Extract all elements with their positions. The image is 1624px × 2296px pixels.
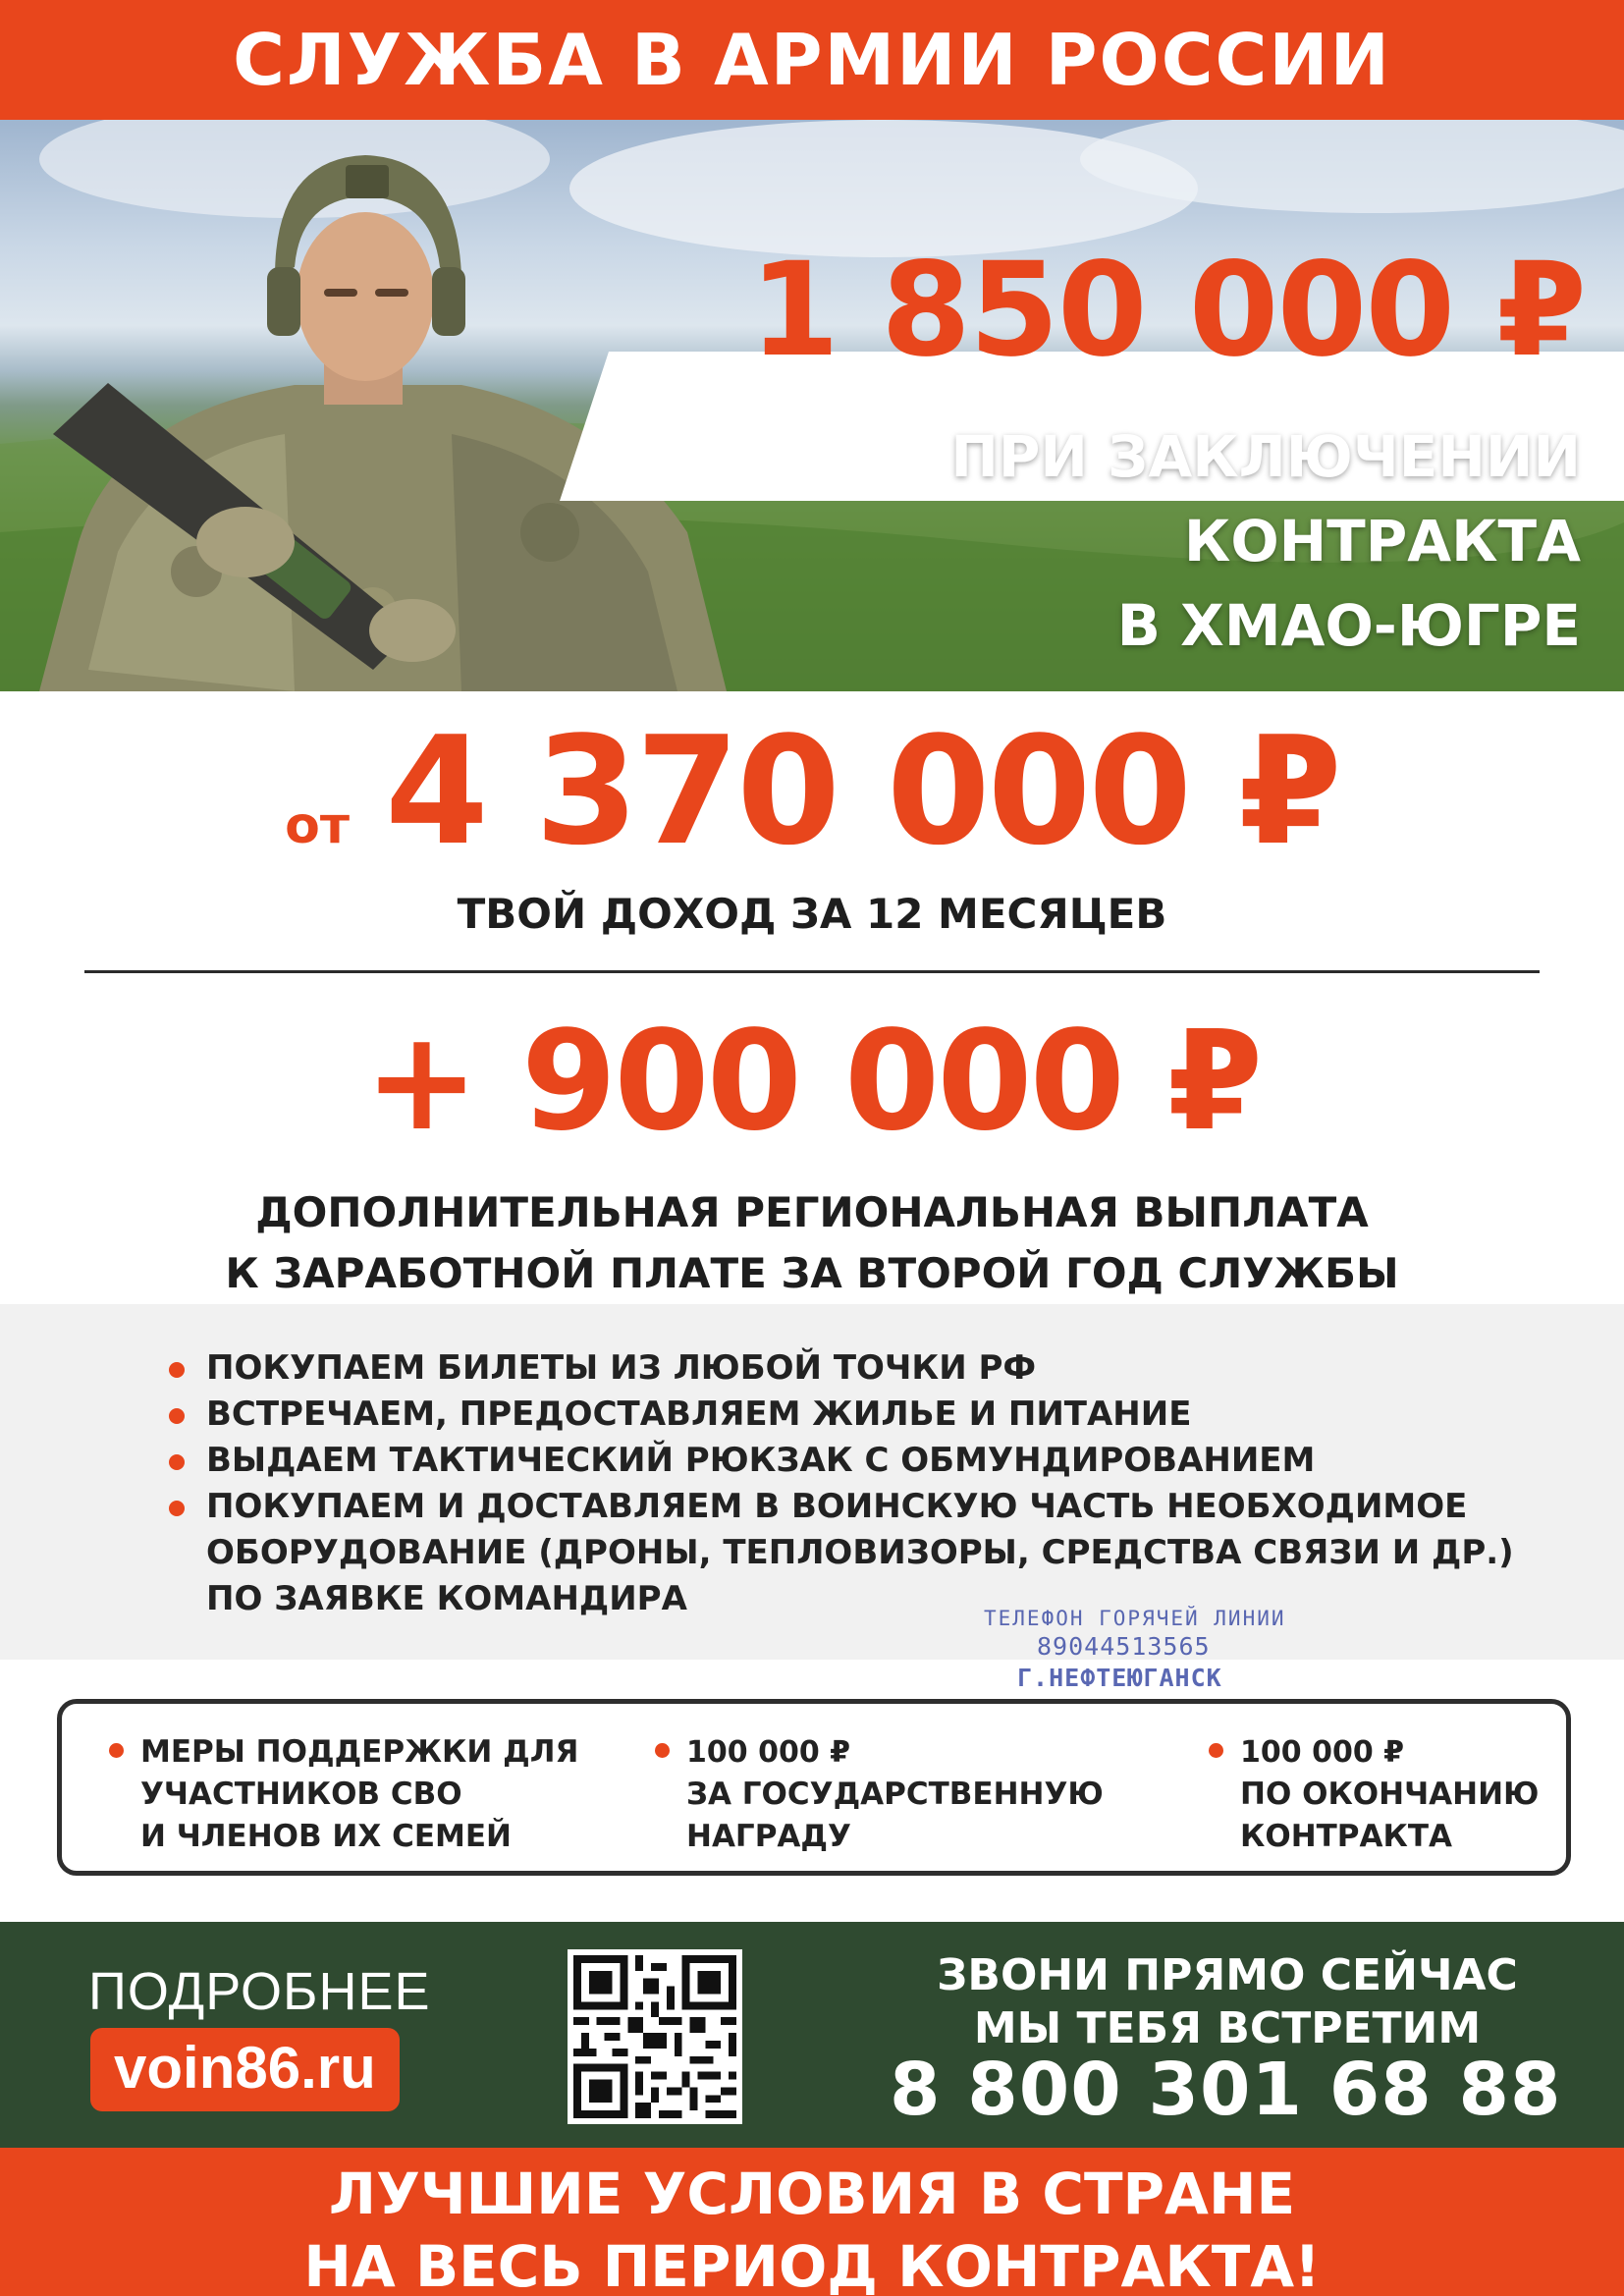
support-line: МЕРЫ ПОДДЕРЖКИ ДЛЯ [140,1734,579,1770]
bullet-icon [169,1501,185,1516]
hero-image [0,120,1624,691]
benefits-section [0,1304,1624,1660]
list-item-continuation: ОБОРУДОВАНИЕ (ДРОНЫ, ТЕПЛОВИЗОРЫ, СРЕДСТВА СВЯЗИ И ДР.) [206,1533,1514,1572]
bottom-banner-line: ЛУЧШИЕ УСЛОВИЯ В СТРАНЕ [328,2160,1296,2227]
bottom-banner [0,2148,1624,2296]
call-now-text [884,1949,1571,2055]
list-item-continuation: ПО ЗАЯВКЕ КОМАНДИРА [206,1579,687,1618]
bullet-icon [1209,1743,1223,1758]
more-info-label: ПОДРОБНЕЕ [88,1962,431,2021]
bonus-caption [0,1182,1624,1304]
phone-number[interactable]: 8 800 301 68 88 [890,2048,1562,2132]
list-item [169,1484,1514,1530]
contact-section [0,1922,1624,2148]
support-amount: 100 000 ₽ [686,1735,851,1770]
bottom-banner-line: НА ВЕСЬ ПЕРИОД КОНТРАКТА! [303,2233,1321,2296]
hero-subtitle-line: В ХМАО-ЮГРЕ [1116,592,1581,659]
hero-subtitle [950,414,1581,668]
bonus-section [0,1002,1624,1304]
bullet-icon [109,1743,124,1758]
bullet-icon [169,1362,185,1378]
qr-code-icon[interactable] [568,1949,742,2124]
support-line: И ЧЛЕНОВ ИХ СЕМЕЙ [140,1819,512,1854]
support-line: ЗА ГОСУДАРСТВЕННУЮ [686,1777,1104,1812]
list-item [169,1438,1514,1484]
income-amount: 4 370 000 ₽ [385,704,1339,878]
list-item-text: ВСТРЕЧАЕМ, ПРЕДОСТАВЛЯЕМ ЖИЛЬЕ И ПИТАНИЕ [206,1394,1192,1434]
support-line: НАГРАДУ [686,1819,851,1854]
bullet-icon [169,1408,185,1424]
list-item-text: ВЫДАЕМ ТАКТИЧЕСКИЙ РЮКЗАК С ОБМУНДИРОВАНИЕМ [206,1441,1316,1480]
support-line: ПО ОКОНЧАНИЮ [1240,1777,1540,1812]
bullet-icon [169,1454,185,1470]
support-line: УЧАСТНИКОВ СВО [140,1777,462,1812]
support-col-measures [140,1731,578,1858]
bonus-amount: + 900 000 ₽ [363,1002,1261,1162]
list-item-text: ПОКУПАЕМ БИЛЕТЫ ИЗ ЛЮБОЙ ТОЧКИ РФ [206,1348,1037,1388]
income-prefix: от [285,796,350,855]
support-col-award [686,1731,1104,1858]
hotline-stamp-city: Г.НЕФТЕЮГАНСК [1017,1664,1222,1692]
support-amount: 100 000 ₽ [1240,1735,1405,1770]
list-item-text: ПОКУПАЕМ И ДОСТАВЛЯЕМ В ВОИНСКУЮ ЧАСТЬ НЕОБХОДИМОЕ [206,1487,1468,1526]
hero-subtitle-line: КОНТРАКТА [1183,508,1581,574]
section-divider [84,970,1540,973]
list-item [169,1392,1514,1438]
support-line: КОНТРАКТА [1240,1819,1452,1854]
call-line: МЫ ТЕБЯ ВСТРЕТИМ [973,2003,1482,2053]
call-line: ЗВОНИ ПРЯМО СЕЙЧАС [937,1950,1518,2000]
income-section [0,704,1624,938]
hero-subtitle-line: ПРИ ЗАКЛЮЧЕНИИ [950,423,1581,490]
poster-title: СЛУЖБА В АРМИИ РОССИИ [233,19,1391,101]
hotline-stamp-number: 89044513565 [1037,1632,1211,1661]
top-banner [0,0,1624,120]
hotline-stamp-label: ТЕЛЕФОН ГОРЯЧЕЙ ЛИНИИ [984,1607,1286,1630]
bonus-caption-line: ДОПОЛНИТЕЛЬНАЯ РЕГИОНАЛЬНАЯ ВЫПЛАТА [255,1188,1369,1236]
bonus-caption-line: К ЗАРАБОТНОЙ ПЛАТЕ ЗА ВТОРОЙ ГОД СЛУЖБЫ [225,1249,1399,1297]
hero-amount: 1 850 000 ₽ [749,235,1585,386]
bullet-icon [655,1743,670,1758]
support-box [57,1699,1571,1876]
website-link[interactable]: voin86.ru [90,2028,400,2111]
income-caption: ТВОЙ ДОХОД ЗА 12 МЕСЯЦЕВ [457,890,1167,938]
benefits-list [169,1345,1514,1622]
support-col-contract-end [1240,1731,1539,1858]
list-item [169,1345,1514,1392]
